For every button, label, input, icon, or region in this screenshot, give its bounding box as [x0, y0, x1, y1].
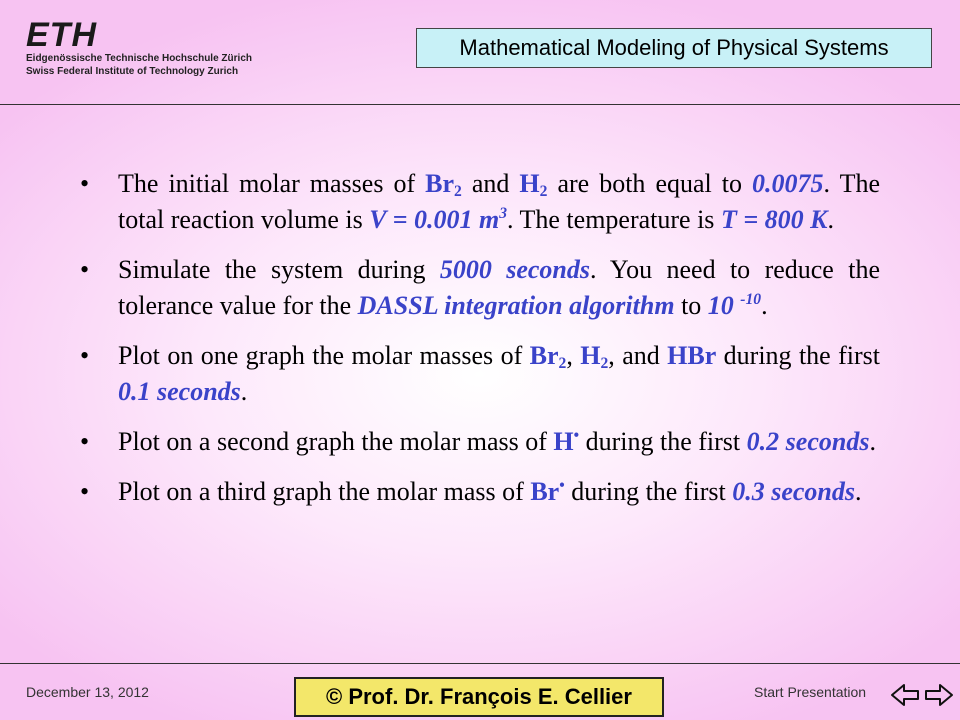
eth-logo [26, 18, 286, 78]
bullet-text: HBr [667, 341, 717, 370]
bullet-text: V = 0.001 m [369, 205, 500, 234]
bullet-text: . The total reaction volume is [118, 169, 881, 234]
bullet-text: during the first [716, 341, 881, 370]
bullet-text: . [869, 427, 876, 456]
bullet-text: 0.3 seconds [732, 477, 855, 506]
bullet-text: Plot on a third graph the molar mass of [118, 477, 531, 506]
bullet-text: 2 [558, 355, 567, 372]
bullet-text: and [461, 169, 520, 198]
bullet-text: 10 [707, 291, 741, 320]
bullet-text: 2 [454, 183, 462, 200]
bullet-text: Br [530, 477, 560, 506]
bullet-text: The initial molar masses of [118, 169, 426, 198]
bullet-text: . You need to reduce the tolerance value for the [118, 255, 880, 320]
date-label: December 13, 2012 [26, 684, 149, 700]
bullet-text: Br [529, 341, 559, 370]
bullet-text: are both equal to [547, 169, 753, 198]
bullet-text: 3 [499, 205, 507, 222]
bullet-text: during the first [579, 427, 747, 456]
header-divider [0, 104, 960, 105]
bullet-text: H [519, 169, 540, 198]
start-presentation-link[interactable]: Start Presentation [754, 684, 867, 700]
institution-name-en: Swiss Federal Institute of Technology Zurich [26, 66, 239, 77]
forward-arrow-icon[interactable] [924, 683, 954, 712]
eth-logo-text: ETH [26, 16, 97, 54]
bullet-item [78, 424, 880, 460]
bullet-text: 2 [539, 183, 548, 200]
course-title: Mathematical Modeling of Physical Systems [416, 28, 932, 68]
bullet-text: during the first [564, 477, 733, 506]
bullet-text: . [761, 291, 768, 320]
bullet-text: T = 800 K [720, 205, 828, 234]
bullet-text: to [674, 291, 708, 320]
bullet-item [78, 166, 880, 238]
nav-arrows [890, 683, 954, 712]
bullet-text: . [855, 477, 862, 506]
bullet-text: 0.0075 [752, 169, 824, 198]
bullet-text: -10 [740, 291, 762, 308]
bullet-item [78, 338, 880, 410]
bullet-text: 0.1 seconds [118, 377, 241, 406]
bullet-text: 0.2 seconds [746, 427, 870, 456]
bullet-text: H [553, 427, 574, 456]
bullet-text: DASSL integration algorithm [357, 291, 675, 320]
institution-name-de: Eidgenössische Technische Hochschule Zürich [26, 53, 252, 64]
bullet-text: • [573, 427, 580, 444]
footer-divider [0, 663, 960, 664]
bullet-text: Plot on a second graph the molar mass of [118, 427, 554, 456]
bullet-text: . The temperature is [506, 205, 721, 234]
back-arrow-icon[interactable] [890, 683, 920, 712]
bullet-text: . [240, 377, 248, 406]
bullet-text: H [580, 341, 601, 370]
bullet-text: , and [608, 341, 668, 370]
bullet-text: Br [425, 169, 455, 198]
bullet-item [78, 252, 880, 324]
bullet-text: Plot on one graph the molar masses of [118, 341, 530, 370]
author-box: © Prof. Dr. François E. Cellier [294, 677, 664, 717]
bullet-list [78, 166, 880, 524]
bullet-item [78, 474, 880, 510]
bullet-text: , [566, 341, 581, 370]
bullet-text: 5000 seconds [439, 255, 591, 284]
bullet-text: • [559, 477, 565, 494]
bullet-text: . [827, 205, 834, 234]
bullet-text: Simulate the system during [118, 255, 440, 284]
bullet-text: 2 [600, 355, 609, 372]
